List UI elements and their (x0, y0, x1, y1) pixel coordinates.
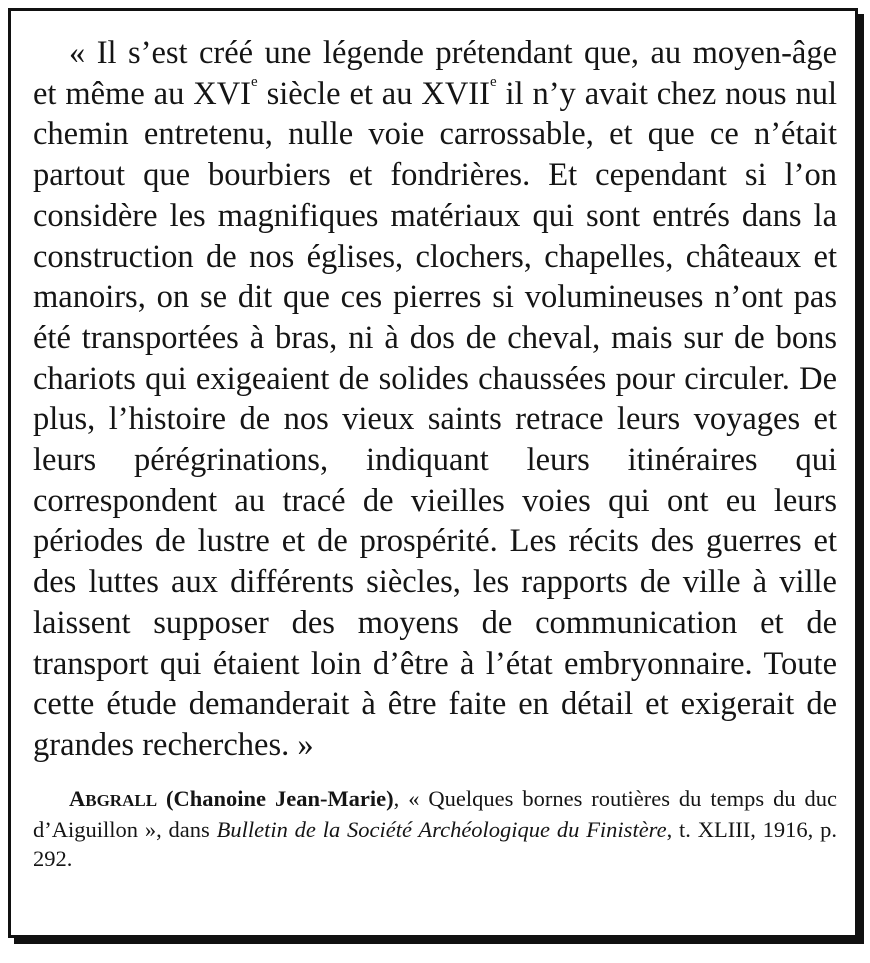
quote-text-part-3: il n’y avait chez nous nul chemin entretenu, nulle voie carrossable, et que ce n’était partout que bourbiers et fondrières. Et cependant si l’on considère les magnifiques matériaux qui sont entrés dans la construction de nos églises, clochers, chapelles, châteaux et manoirs, on se dit que ces pierres si volumineuses n’ont pas été transportées à bras, ni à dos de cheval, mais sur de bons chariots qui exigeaient de solides chaussées pour circuler. De plus, l’histoire de nos vieux saints retrace leurs voyages et leurs pérégrinations, indiquant leurs itinéraires qui correspondent au tracé de vieilles voies qui ont eu leurs périodes de lustre et de prospérité. Les récits des guerres et des luttes aux différents siècles, les rapports de ville à ville laissent supposer des moyens de communication et de transport qui étaient loin d’être à l’état embryonnaire. Toute cette étude demanderait à être faite en détail et exigerait de grandes recherches. (33, 75, 837, 763)
citation-journal: Bulletin de la Société Archéologique du Finistère (216, 816, 667, 842)
citation-title-text: , « Quelques bornes routières du temps du duc d’Aiguillon », dans (33, 785, 837, 842)
quote-text-part-2: siècle et au XVII (257, 75, 490, 112)
quote-box (8, 8, 858, 938)
quote-text-part-1: Il s’est créé une légende prétendant que, au moyen-âge et même au XVI (33, 35, 837, 112)
author-given-name: (Chanoine Jean-Marie) (157, 785, 394, 811)
citation-details: , t. XLIII, 1916, p. 292. (33, 816, 837, 871)
superscript-e-2: e (489, 73, 497, 90)
close-quote-mark: » (289, 726, 314, 763)
citation (33, 784, 837, 873)
author-initial: A (69, 785, 86, 811)
citation-author (69, 786, 394, 811)
quote-paragraph (33, 33, 837, 766)
author-surname-smallcaps: BGRALL (85, 790, 158, 810)
superscript-e-1: e (251, 73, 258, 90)
open-quote-mark: « (69, 35, 86, 71)
